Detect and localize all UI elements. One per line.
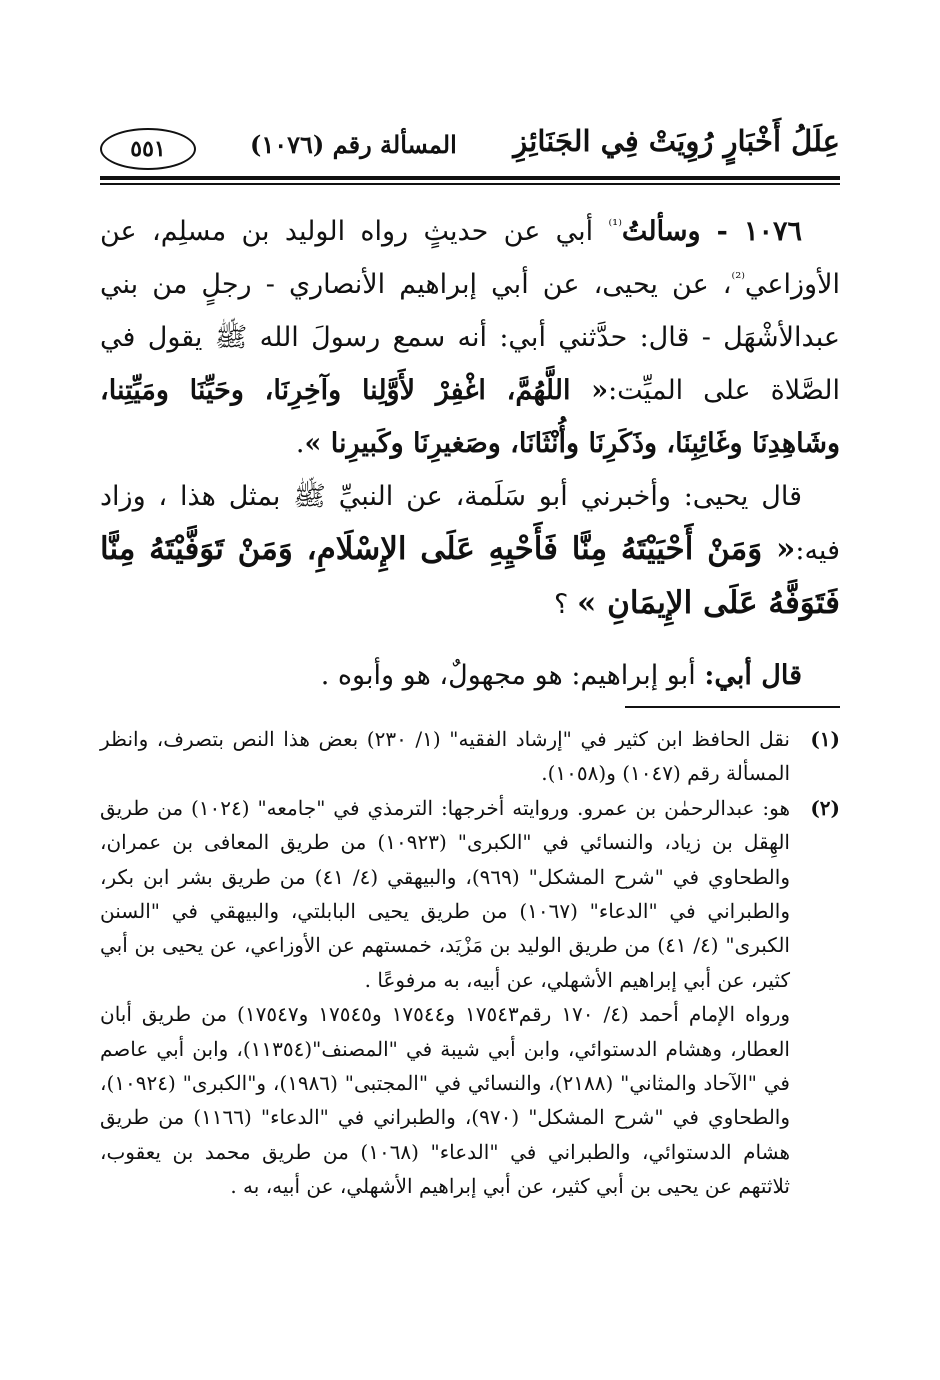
addition-quote: « وَمَنْ أَحْيَيْتَهُ مِنَّا فَأَحْيِهِ عَلَى الإِسْلَامِ، وَمَنْ تَوَفَّيْتَهُ مِنَّا فَتَوَفَّهُ عَلَى الإِيمَانِ » — [100, 531, 840, 621]
hadith-quote: « اللَّهُمَّ، اغْفِرْ لأَوَّلِنا وآخِرِنَا، وحَيِّنَا ومَيِّتِنا، وشَاهِدِنَا وغَائِبِنَا، وذَكَرِنَا وأُنْثَانَا، وصَغيرِنَا وكَبيرِنا » — [100, 375, 840, 459]
footnote-body — [100, 791, 790, 1204]
answer-lead: قال أبي: — [704, 660, 802, 691]
main-text — [100, 205, 840, 702]
footnote-ref-1: ⁽¹⁾ — [608, 216, 622, 234]
book-title: عِلَلُ أَخْبَارٍ رُوِيَتْ فِي الجَنَائِزِ — [513, 124, 840, 158]
addition-end: ؟ — [554, 589, 577, 620]
addition-lead: قال يحيى: وأخبرني أبو سَلَمة، عن النبيِّ ﷺ بمثل هذا ، وزاد فيه: — [100, 481, 840, 566]
header-rule-thin — [100, 183, 840, 185]
page-number: ٥٥١ — [100, 128, 196, 170]
period: . — [295, 428, 305, 459]
footnote-paragraph: هو: عبدالرحمٰن بن عمرو. وروايته أخرجها: الترمذي في "جامعه" (١٠٢٤) من طريق الهِقل بن زياد، والنسائي في "الكبرى" (١٠٩٢٣) من طريق المعافى بن عمران، والطحاوي في "شرح المشكل" (٩٦٩)، والبيهقي (٤/ ٤١) من طريق بشر ابن بكر، والطبراني في "الدعاء" (١٠٦٧) من طريق يحيى البابلتي، والبيهقي في "السنن الكبرى" (٤/ ٤١) من طريق الوليد بن مَزْيَد، خمستهم عن الأوزاعي، عن يحيى بن أبي كثير، عن أبي إبراهيم الأشهلي، عن أبيه، به مرفوعًا . — [100, 795, 790, 992]
paragraph-addition — [100, 470, 840, 631]
paragraph-answer — [100, 649, 840, 702]
question-text-b: ، عن يحيى، عن أبي إبراهيم الأنصاري - رجلٍ من بني عبدالأشْهَل - قال: حدَّثني أبي: أنه سمع رسولَ الله ﷺ يقول في الصَّلاة على الميِّت: — [100, 269, 840, 406]
question-text-a: أبي عن حديثٍ رواه الوليد بن مسلِم، عن الأوزاعي — [100, 216, 840, 300]
footnote-paragraph: ورواه الإمام أحمد (٤/ ١٧٠ رقم١٧٥٤٣ و١٧٥٤٤ و١٧٥٤٥ و١٧٥٤٧) من طريق أبان العطار، وهشام الدستوائي، وابن أبي شيبة في "المصنف"(١١٣٥٤)، وابن أبي عاصم في "الآحاد والمثاني" (٢١٨٨)، والنسائي في "المجتبى" (١٩٨٦)، و"الكبرى" (١٠٩٢٤)، والطحاوي في "شرح المشكل" (٩٧٠)، والطبراني في "الدعاء" (١١٦٦) من طريق هشام الدستوائي، والطبراني في "الدعاء" (١٠٦٨) من طريق محمد بن يعقوب، ثلاثتهم عن يحيى بن أبي كثير، عن أبي إبراهيم الأشهلي، عن أبيه، به . — [100, 1002, 791, 1199]
footnote-separator — [625, 706, 840, 708]
footnote-body — [100, 722, 790, 791]
paragraph-question — [100, 205, 840, 470]
footnotes — [100, 722, 840, 1204]
footnote-paragraph: نقل الحافظ ابن كثير في "إرشاد الفقيه" (١/ ٢٣٠) بعض هذا النص بتصرف، وانظر المسألة رقم (١٠٤٧) و(١٠٥٨). — [100, 727, 790, 786]
footnote-number: (١) — [810, 727, 840, 751]
footnote — [100, 722, 840, 791]
answer-text: أبو إبراهيم: هو مجهولٌ، هو وأبوه . — [320, 660, 705, 691]
footnote-ref-2: ⁽²⁾ — [731, 269, 745, 287]
question-number: ١٠٧٦ - وسألتُ — [621, 216, 802, 247]
footnote — [100, 791, 840, 1204]
running-header — [100, 118, 840, 174]
header-rule — [100, 176, 840, 180]
issue-number-label: المسألة رقم (١٠٧٦) — [250, 130, 457, 159]
footnote-number: (٢) — [810, 795, 840, 820]
